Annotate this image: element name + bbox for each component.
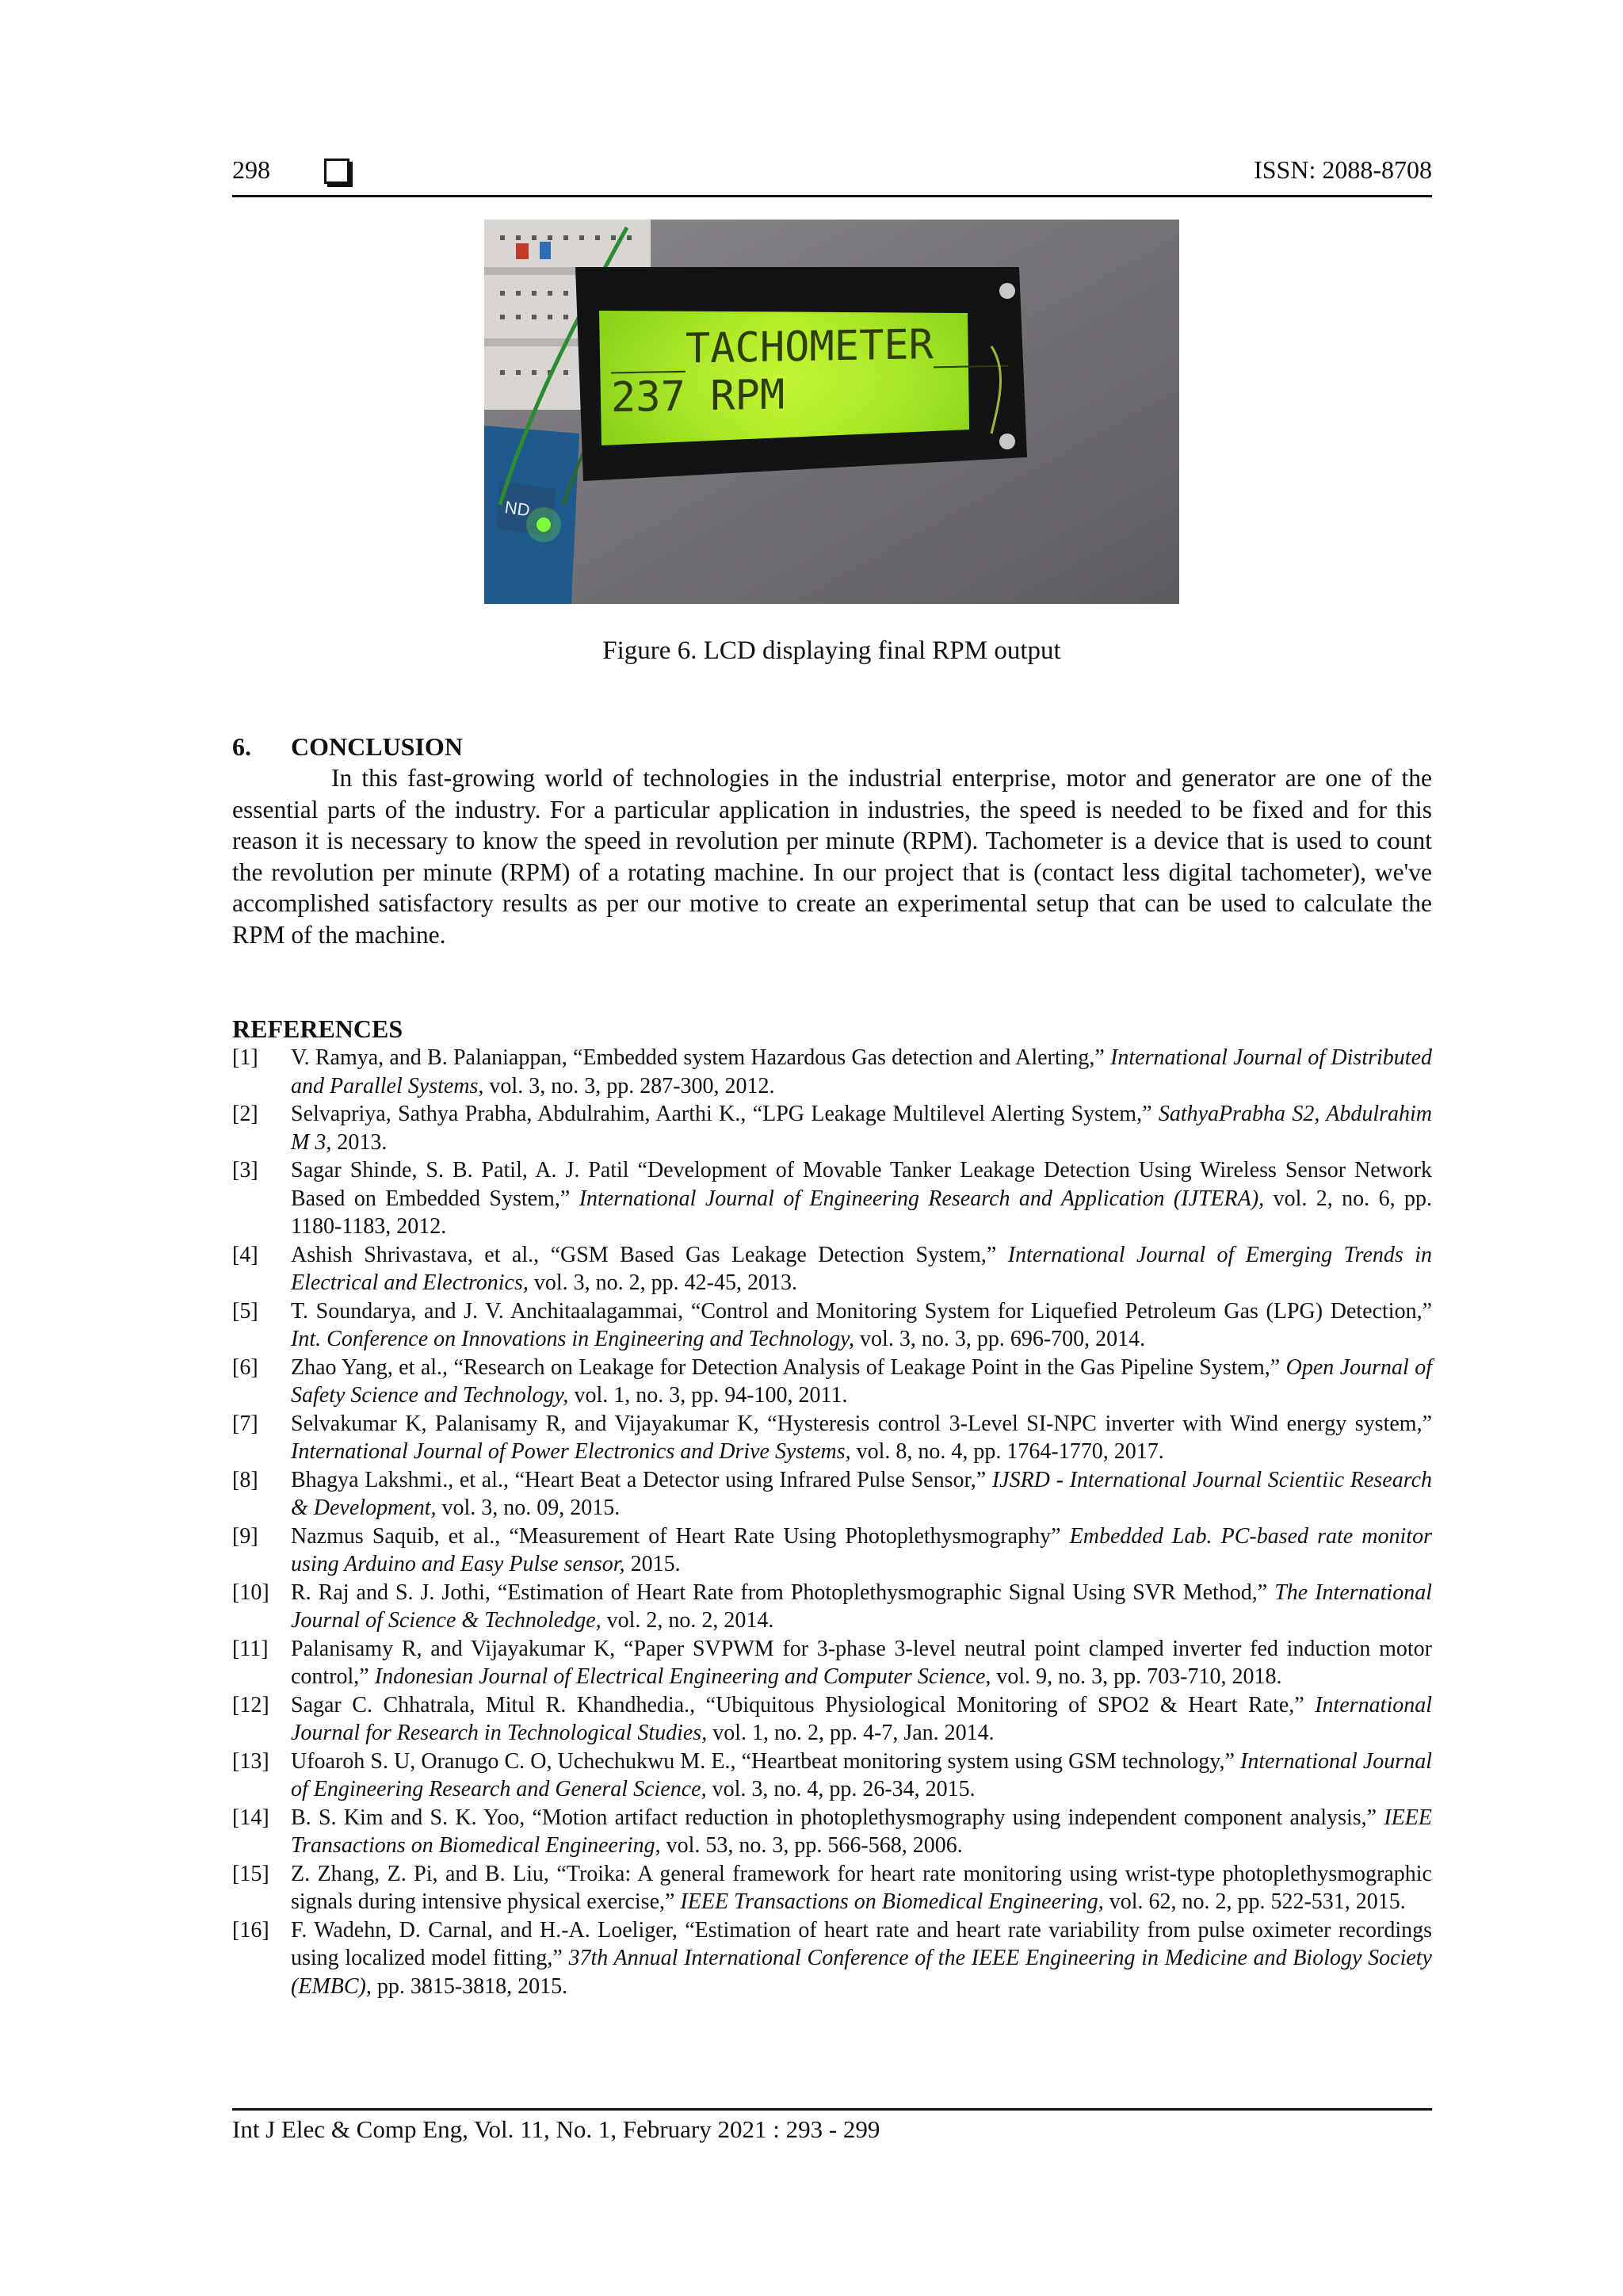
page-footer: Int J Elec & Comp Eng, Vol. 11, No. 1, February 2021 : 293 - 299 [232,2108,1432,2144]
board-label: ND [503,497,532,521]
figure-caption: Figure 6. LCD displaying final RPM output [602,636,1061,665]
reference-text: T. Soundarya, and J. V. Anchitaalagammai, “Control and Monitoring System for Liquefied Petroleum Gas (LPG) Detection,” Int. Conference on Innovations in Engineering and Technology, vol. 3, no. 3, pp. 696-700, 2014. [291,1298,1432,1351]
reference-item [232,1522,1432,1579]
reference-item [232,1297,1432,1354]
reference-item [232,1635,1432,1691]
reference-number: [2] [232,1102,258,1126]
reference-item [232,1100,1432,1156]
reference-venue: International Journal of Engineering Research and General Science, [291,1748,1432,1801]
reference-number: [7] [232,1411,258,1436]
reference-venue: The International Journal of Science & Technoledge, [291,1580,1432,1633]
reference-venue: Int. Conference on Innovations in Engineering and Technology, [291,1327,855,1351]
reference-venue: International Journal of Emerging Trends in Electrical and Electronics, [291,1242,1432,1295]
reference-venue: International Journal of Distributed and Parallel Systems, [291,1045,1432,1098]
reference-number: [16] [232,1917,269,1943]
reference-text: Ashish Shrivastava, et al., “GSM Based Gas Leakage Detection System,” International Journal of Emerging Trends in Electrical and Electronics, vol. 3, no. 2, pp. 42-45, 2013. [291,1242,1432,1295]
reference-item [232,1466,1432,1522]
reference-venue: SathyaPrabha S2, Abdulrahim M 3, [291,1102,1433,1155]
reference-text: Zhao Yang, et al., “Research on Leakage for Detection Analysis of Leakage Point in the Gas Pipeline System,” Open Journal of Safety Science and Technology, vol. 1, no. 3, pp. 94-100, 2011. [291,1354,1433,1408]
reference-venue: International Journal of Engineering Research and Application (IJTERA), [579,1186,1265,1211]
reference-venue: Open Journal of Safety Science and Technology, [291,1354,1433,1408]
reference-number: [8] [232,1467,258,1492]
reference-number: [5] [232,1298,258,1324]
reference-number: [3] [232,1158,258,1182]
reference-number: [9] [232,1523,258,1549]
section-number: 6. [232,732,251,761]
reference-text: F. Wadehn, D. Carnal, and H.-A. Loeliger, “Estimation of heart rate and heart rate variability from pulse oximeter recordings using localized model fitting,” 37th Annual International Conference of the IEEE Engineering in Medicine and Biology Society (EMBC), pp. 3815-3818, 2015. [291,1917,1432,1999]
references-heading: REFERENCES [232,1014,403,1043]
reference-venue: Embedded Lab. PC-based rate monitor using Arduino and Easy Pulse sensor, [291,1523,1432,1576]
reference-number: [1] [232,1045,258,1070]
reference-text: Palanisamy R, and Vijayakumar K, “Paper SVPWM for 3-phase 3-level neutral point clamped inverter fed induction motor control,” Indonesian Journal of Electrical Engineering and Computer Science, vol. 9, no. 3, pp. 703-710, 2018. [291,1636,1432,1689]
reference-number: [4] [232,1242,258,1267]
reference-venue: IJSRD - International Journal Scientiic Research & Development, [291,1467,1433,1520]
lcd-line-1: ___TACHOMETER___ [611,319,1008,375]
reference-number: [6] [232,1354,258,1380]
reference-item [232,1044,1432,1100]
conclusion-paragraph: In this fast-growing world of technologies in the industrial enterprise, motor and generator are one of the essential parts of the industry. For a particular application in industries, the speed is needed to be fixed and for this reason it is necessary to know the speed in revolution per minute (RPM). Tachometer is a device that is used to count the revolution per minute (RPM) of a rotating machine. In our project that is (contact less digital tachometer), we've accomplished satisfactory results as per our motive to create an experimental setup that can be used to calculate the RPM of the machine. [232,764,1432,949]
reference-text: Nazmus Saquib, et al., “Measurement of Heart Rate Using Photoplethysmography” Embedded Lab. PC-based rate monitor using Arduino and Easy Pulse sensor, 2015. [291,1523,1432,1576]
reference-text: Selvakumar K, Palanisamy R, and Vijayakumar K, “Hysteresis control 3-Level SI-NPC inverter with Wind energy system,” International Journal of Power Electronics and Drive Systems, vol. 8, no. 4, pp. 1764-1770, 2017. [291,1411,1432,1464]
reference-item [232,1410,1432,1466]
reference-venue: IEEE Transactions on Biomedical Engineering, [291,1805,1432,1858]
section-heading [232,732,463,762]
reference-venue: Indonesian Journal of Electrical Engineering and Computer Science, [374,1664,991,1689]
reference-text: V. Ramya, and B. Palaniappan, “Embedded system Hazardous Gas detection and Alerting,” International Journal of Distributed and Parallel Systems, vol. 3, no. 3, pp. 287-300, 2012. [291,1045,1432,1098]
reference-number: [11] [232,1636,269,1661]
reference-item [232,1354,1432,1410]
section-title: CONCLUSION [291,732,463,761]
issn-label: ISSN: 2088-8708 [1254,155,1432,184]
reference-number: [12] [232,1692,269,1717]
reference-item [232,1804,1432,1860]
page-number: 298 [232,155,270,184]
reference-venue: International Journal of Power Electronics and Drive Systems, [291,1439,851,1464]
reference-number: [15] [232,1861,269,1886]
reference-text: B. S. Kim and S. K. Yoo, “Motion artifact reduction in photoplethysmography using independent component analysis,” IEEE Transactions on Biomedical Engineering, vol. 53, no. 3, pp. 566-568, 2006. [291,1805,1432,1858]
reference-text: Bhagya Lakshmi., et al., “Heart Beat a Detector using Infrared Pulse Sensor,” IJSRD - International Journal Scientiic Research & Development, vol. 3, no. 09, 2015. [291,1467,1433,1520]
reference-text: Sagar C. Chhatrala, Mitul R. Khandhedia., “Ubiquitous Physiological Monitoring of SPO2 & Heart Rate,” International Journal for Research in Technological Studies, vol. 1, no. 2, pp. 4-7, Jan. 2014. [291,1692,1432,1745]
reference-venue: IEEE Transactions on Biomedical Engineering, [680,1889,1104,1914]
reference-text: Ufoaroh S. U, Oranugo C. O, Uchechukwu M. E., “Heartbeat monitoring system using GSM technology,” International Journal of Engineering Research and General Science, vol. 3, no. 4, pp. 26-34, 2015. [291,1748,1432,1801]
reference-item [232,1691,1432,1748]
references-list [232,1044,1432,2000]
reference-item [232,1748,1432,1804]
reference-venue: 37th Annual International Conference of the IEEE Engineering in Medicine and Biology Society (EMBC), [291,1946,1432,1999]
reference-number: [13] [232,1748,269,1774]
reference-item [232,1241,1432,1297]
lcd-line-2: 237 RPM [611,371,785,422]
reference-number: [14] [232,1805,269,1830]
reference-item [232,1916,1432,2001]
square-bullet-icon [324,159,349,184]
reference-item [232,1156,1432,1241]
reference-text: R. Raj and S. J. Jothi, “Estimation of Heart Rate from Photoplethysmographic Signal Using SVR Method,” The International Journal of Science & Technoledge, vol. 2, no. 2, 2014. [291,1580,1432,1633]
reference-text: Z. Zhang, Z. Pi, and B. Liu, “Troika: A general framework for heart rate monitoring using wrist-type photoplethysmographic signals during intensive physical exercise,” IEEE Transactions on Biomedical Engineering, vol. 62, no. 2, pp. 522-531, 2015. [291,1861,1432,1914]
lcd-photo-figure [484,220,1179,604]
reference-item [232,1860,1432,1916]
reference-item [232,1579,1432,1635]
reference-number: [10] [232,1580,269,1605]
reference-venue: International Journal for Research in Technological Studies, [291,1692,1432,1745]
reference-text: Selvapriya, Sathya Prabha, Abdulrahim, Aarthi K., “LPG Leakage Multilevel Alerting System,” SathyaPrabha S2, Abdulrahim M 3, 2013. [291,1102,1433,1155]
page-header [232,151,1432,197]
lcd-photo [484,220,1179,604]
reference-text: Sagar Shinde, S. B. Patil, A. J. Patil “Development of Movable Tanker Leakage Detection Using Wireless Sensor Network Based on Embedded System,” International Journal of Engineering Research and Application (IJTERA), vol. 2, no. 6, pp. 1180-1183, 2012. [291,1158,1432,1239]
